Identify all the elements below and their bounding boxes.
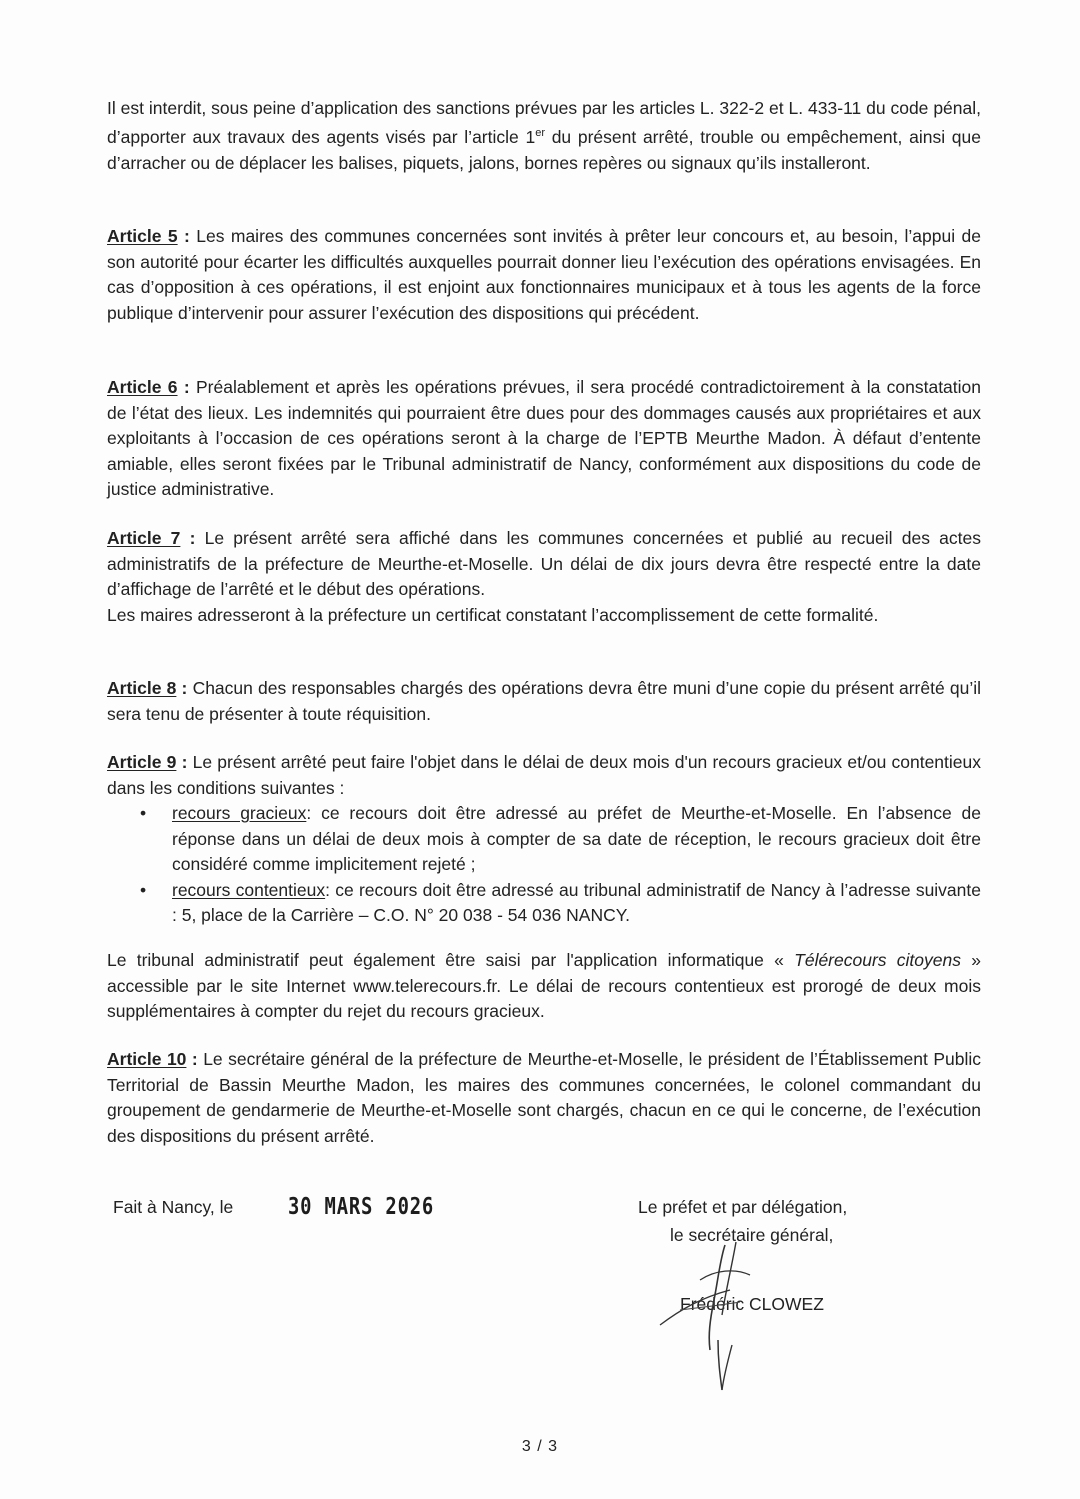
- article-8: Article 8 : Chacun des responsables chargés des opérations devra être muni d’une copie du présent arrêté qu’il sera tenu de présenter à toute réquisition.: [107, 678, 982, 724]
- article-8-label: Article 8: [107, 678, 177, 698]
- bullet-text: : ce recours doit être adressé au préfet de Meurthe-et-Moselle. En l’absence de réponse dans un délai de deux mois à compter de sa date de réception, le recours gracieux doit être considéré comme implicitement rejeté ;: [172, 803, 981, 874]
- signature-line-2: le secrétaire général,: [670, 1225, 834, 1245]
- article-9-list: [107, 801, 981, 929]
- article-7-text: Le présent arrêté sera affiché dans les communes concernées et publié au recueil des actes administratifs de la préfecture de Meurthe-et-Moselle. Un délai de dix jours devra être respecté entre la date d’affichage de l’arrêté et le début des opérations.: [107, 528, 981, 599]
- handwritten-signature: [640, 1240, 780, 1400]
- article-5: Article 5 : Les maires des communes concernées sont invités à prêter leur concours et, au besoin, l’appui de son autorité pour écarter les difficultés auxquelles pourrait donner lieu l’exécution des opérations envisagées. En cas d’opposition à ces opérations, il est enjoint aux fonctionnaires municipaux et à tous les agents de la force publique d’intervenir pour assurer l’exécution des dispositions qui précédent.: [107, 226, 981, 323]
- telerecours-paragraph: [107, 948, 981, 1025]
- article-7-text2: Les maires adresseront à la préfecture un certificat constatant l’accomplissement de cette formalité.: [107, 604, 879, 625]
- superscript-er: er: [535, 127, 545, 140]
- article-8-text: Chacun des responsables chargés des opérations devra être muni d’une copie du présent arrêté qu’il sera tenu de présenter à toute réquisition.: [107, 678, 982, 724]
- bullet-term: recours contentieux: [172, 879, 326, 900]
- signature-line-1: Le préfet et par délégation,: [638, 1197, 848, 1217]
- date-stamp: 30 MARS 2026: [288, 1194, 435, 1220]
- article-5-label: Article 5: [107, 226, 178, 246]
- list-item: • recours gracieux: ce recours doit être adressé au préfet de Meurthe-et-Moselle. En l’absence de réponse dans un délai de deux mois à compter de sa date de réception, le recours gracieux doit être considéré comme implicitement rejeté ;: [140, 803, 981, 874]
- intro-paragraph: [107, 96, 981, 176]
- telerecours-after: » accessible par le site Internet www.telerecours.fr. Le délai de recours contentieux est prorogé de deux mois supplémentaires à compter du rejet du recours gracieux.: [107, 950, 981, 1021]
- article-9-label: Article 9: [107, 752, 177, 772]
- list-item: • recours contentieux: ce recours doit être adressé au tribunal administratif de Nancy à l’adresse suivante : 5, place de la Carrière – C.O. N° 20 038 - 54 036 NANCY.: [140, 879, 981, 925]
- intro-text: Il est interdit, sous peine d’application des sanctions prévues par les articles L. 322-2 et L. 433-11 du code pénal, d’apporter aux travaux des agents visés par l’article 1er du présent arrêté, trouble ou empêchement, ainsi que d’arracher ou de déplacer les balises, piquets, jalons, bornes repères ou signaux qu’ils installeront.: [107, 98, 981, 173]
- page-number: 3 / 3: [521, 1438, 559, 1455]
- article-7-label: Article 7: [107, 528, 181, 548]
- article-7: Article 7 : Le présent arrêté sera affiché dans les communes concernées et publié au recueil des actes administratifs de la préfecture de Meurthe-et-Moselle. Un délai de dix jours devra être respecté entre la date d’affichage de l’arrêté et le début des opérations. Les maires adresseront à la préfecture un certificat constatant l’accomplissement de cette formalité.: [107, 526, 981, 628]
- bullet-term: recours gracieux: [172, 803, 307, 823]
- bullet-text: : ce recours doit être adressé au tribunal administratif de Nancy à l’adresse suivante : 5, place de la Carrière – C.O. N° 20 038 - 54 036 NANCY.: [172, 879, 981, 925]
- article-6-text: Préalablement et après les opérations prévues, il sera procédé contradictoirement à la constatation de l’état des lieux. Les indemnités qui pourraient être dues pour des dommages causés aux propriétaires et aux exploitants à l’occasion de ces opérations seront à la charge de l’EPTB Meurthe Madon. À défaut d’entente amiable, elles seront fixées par le Tribunal administratif de Nancy, conformément aux dispositions du code de justice administrative.: [107, 377, 982, 499]
- article-6: Article 6 : Préalablement et après les opérations prévues, il sera procédé contradictoirement à la constatation de l’état des lieux. Les indemnités qui pourraient être dues pour des dommages causés aux propriétaires et aux exploitants à l’occasion de ces opérations seront à la charge de l’EPTB Meurthe Madon. À défaut d’entente amiable, elles seront fixées par le Tribunal administratif de Nancy, conformément aux dispositions du code de justice administrative.: [107, 377, 982, 499]
- article-9: Article 9 : Le présent arrêté peut faire l'objet dans le délai de deux mois d'un recours gracieux et/ou contentieux dans les conditions suivantes : • recours gracieux: ce recours doit être adressé au préfet de Meurthe-et-Moselle. En l’absence de réponse dans un délai de deux mois à compter de sa date de réception, le recours gracieux doit être considéré comme implicitement rejeté ; • recours contentieux: ce recours doit être adressé au tribunal administratif de Nancy à l’adresse suivante : 5, place de la Carrière – C.O. N° 20 038 - 54 036 NANCY.: [107, 750, 981, 929]
- signer-name: Frédéric CLOWEZ: [680, 1294, 824, 1314]
- article-10-label: Article 10: [107, 1049, 187, 1069]
- telerecours-italic: Télérecours citoyens: [794, 950, 961, 970]
- article-5-text: Les maires des communes concernées sont invités à prêter leur concours et, au besoin, l’appui de son autorité pour écarter les difficultés auxquelles pourrait donner lieu l’exécution des opérations envisagées. En cas d’opposition à ces opérations, il est enjoint aux fonctionnaires municipaux et à tous les agents de la force publique d’intervenir pour assurer l’exécution des dispositions qui précédent.: [107, 226, 981, 323]
- signoff-place: Fait à Nancy, le: [113, 1197, 234, 1217]
- article-6-label: Article 6: [107, 377, 178, 397]
- article-9-text: Le présent arrêté peut faire l'objet dans le délai de deux mois d'un recours gracieux et/ou contentieux dans les conditions suivantes :: [107, 752, 982, 798]
- article-10-text: Le secrétaire général de la préfecture de Meurthe-et-Moselle, le président de l’Établissement Public Territorial de Bassin Meurthe Madon, les maires des communes concernées, le colonel commandant du groupement de gendarmerie de Meurthe-et-Moselle sont chargés, chacun en ce qui le concerne, de l’exécution des dispositions du présent arrêté.: [107, 1049, 981, 1146]
- telerecours-before: Le tribunal administratif peut également être saisi par l'application informatique «: [107, 950, 795, 970]
- article-10: Article 10 : Le secrétaire général de la préfecture de Meurthe-et-Moselle, le président de l’Établissement Public Territorial de Bassin Meurthe Madon, les maires des communes concernées, le colonel commandant du groupement de gendarmerie de Meurthe-et-Moselle sont chargés, chacun en ce qui le concerne, de l’exécution des dispositions du présent arrêté.: [107, 1049, 981, 1146]
